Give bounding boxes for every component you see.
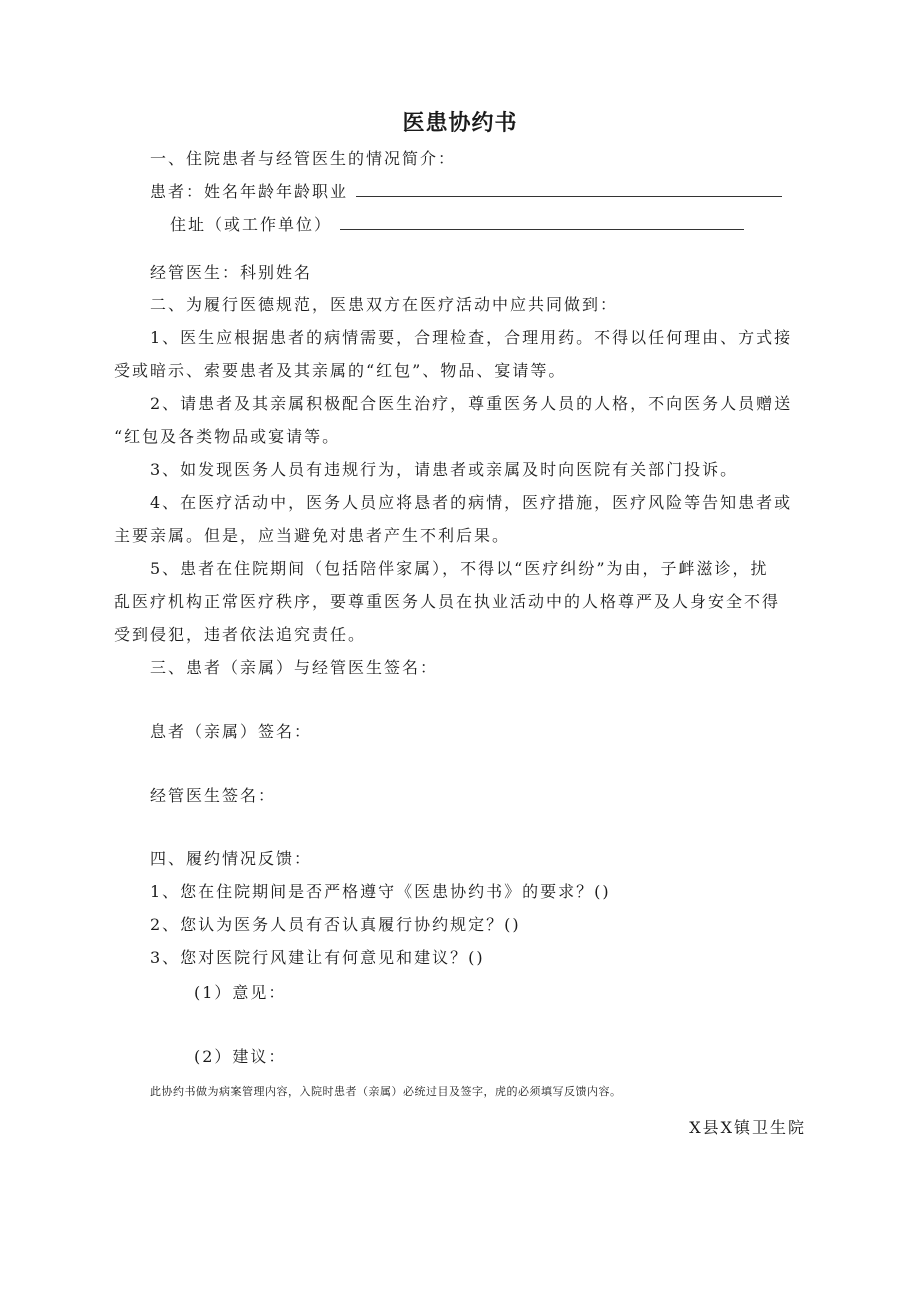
- item5-line3: 受到侵犯，违者依法追究责任。: [114, 625, 367, 644]
- item1-line2: 受或暗示、索要患者及其亲属的“红包”、物品、宴请等。: [114, 361, 567, 380]
- feedback-question-2: 2、您认为医务人员有否认真履行协约规定？(): [150, 915, 521, 934]
- address-blank: [340, 215, 744, 230]
- item3-line1: 3、如发现医务人员有违规行为，请患者或亲属及时向医院有关部门投诉。: [150, 460, 739, 479]
- feedback-question-3: 3、您对医院行风建让有何意见和建议？(): [150, 948, 485, 967]
- doctor-signature-label: 经管医生签名：: [150, 786, 277, 805]
- footnote: 此协约书做为病案管理内容，入院时患者（亲属）必统过目及签字，虎的必须填写反馈内容。: [150, 1085, 622, 1098]
- patient-info-label: 患者：姓名年龄年龄职业: [150, 182, 349, 201]
- feedback-question-1: 1、您在住院期间是否严格遵守《医患协约书》的要求？(): [150, 882, 611, 901]
- item4-line2: 主要亲属。但是，应当避免对患者产生不利后果。: [114, 526, 511, 545]
- doctor-info-label: 经管医生：科别姓名: [150, 263, 313, 282]
- address-row: [170, 214, 744, 236]
- item4-line1: 4、在医疗活动中，医务人员应将恳者的病情，医疗措施，医疗风险等告知患者或: [150, 493, 793, 512]
- suggestion-label: (2）建议：: [194, 1047, 287, 1066]
- item5-line2: 乱医疗机构正常医疗秩序，要尊重医务人员在执业活动中的人格尊严及人身安全不得: [114, 592, 781, 611]
- address-label: 住址（或工作单位）: [170, 215, 333, 234]
- patient-info-row: [150, 181, 782, 203]
- section2-heading: 二、为履行医德规范，医患双方在医疗活动中应共同做到：: [150, 295, 619, 314]
- section4-heading: 四、履约情况反馈：: [150, 849, 313, 868]
- section3-heading: 三、患者（亲属）与经管医生签名：: [150, 658, 439, 677]
- issuing-organization: X县X镇卫生院: [689, 1118, 806, 1137]
- item2-line2: “红包及各类物品或宴请等。: [114, 427, 341, 446]
- item1-line1: 1、医生应根据患者的病情需要，合理检查，合理用药。不得以任何理由、方式接: [150, 328, 793, 347]
- opinion-label: (1）意见：: [194, 983, 287, 1002]
- patient-info-blank: [356, 182, 782, 197]
- patient-signature-label: 息者（亲属）签名：: [150, 722, 313, 741]
- item2-line1: 2、请患者及其亲属积极配合医生治疗，尊重医务人员的人格，不向医务人员赠送: [150, 394, 793, 413]
- item5-line1: 5、患者在住院期间（包括陪伴家属），不得以“医疗纠纷”为由，子衅滋诊，扰: [150, 559, 769, 578]
- document-title: 医患协约书: [402, 111, 518, 136]
- section1-heading: 一、住院患者与经管医生的情况简介：: [150, 149, 457, 168]
